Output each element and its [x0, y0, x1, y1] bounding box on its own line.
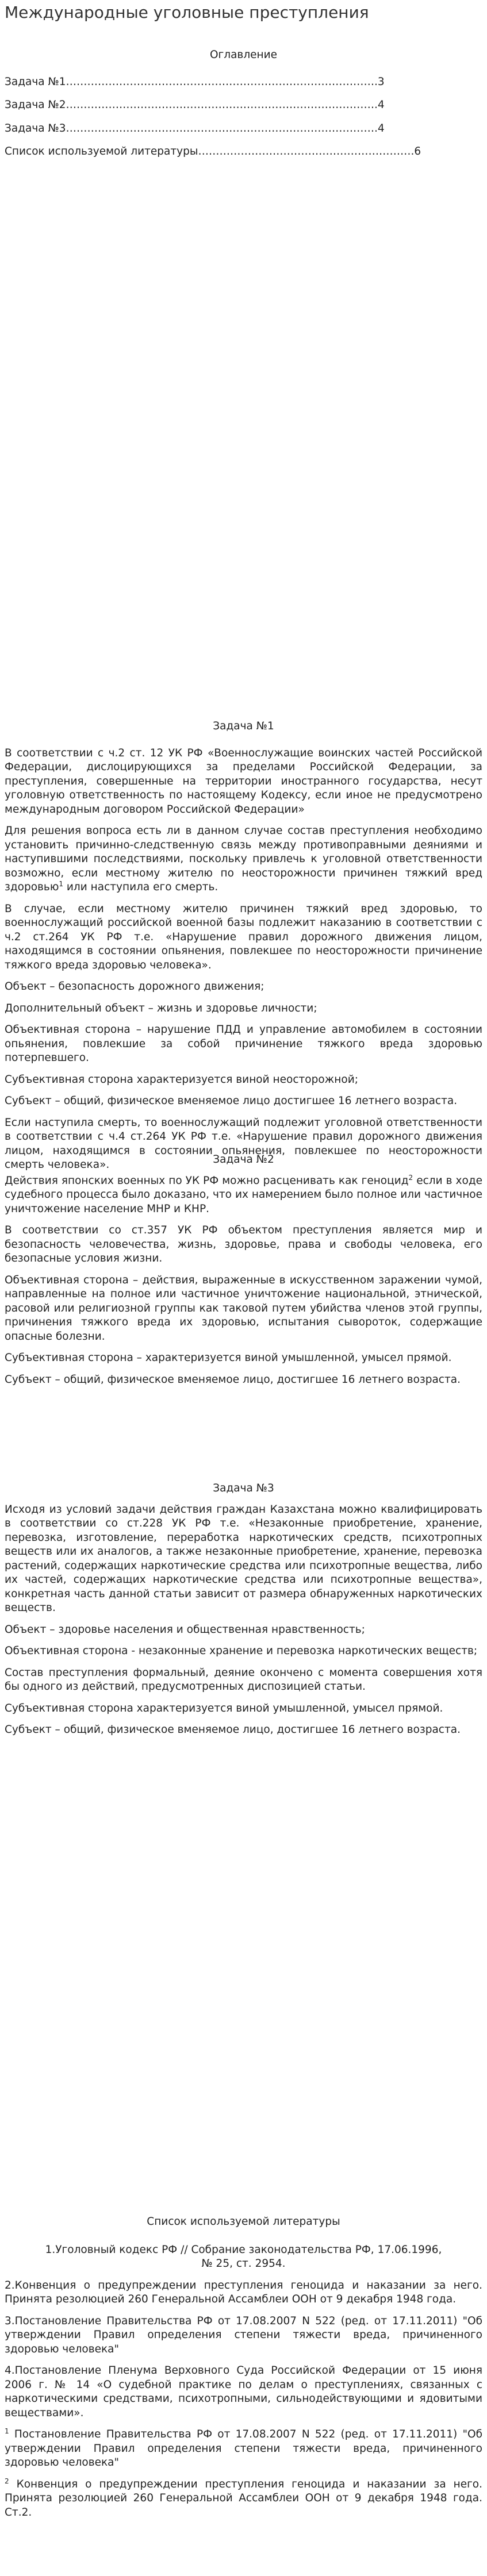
task-1-paragraph: Субъект – общий, физическое вменяемое лицо достигшее 16 летнего возраста. — [5, 1095, 458, 1107]
literature-section — [5, 2215, 482, 2527]
task-3-paragraph: Субъект – общий, физическое вменяемое лицо, достигшее 16 летнего возраста. — [5, 1724, 461, 1736]
toc-item[interactable] — [5, 98, 482, 113]
task-3-section — [5, 1482, 482, 1745]
task-3-paragraph: Состав преступления формальный, деяние окончено с момента совершения хотя бы одного из действий, предусмотренных диспозицией статьи. — [5, 1666, 482, 1693]
task-1-paragraph: Если наступила смерть, то военнослужащий подлежит уголовной ответственности в соответствии с ч.4 ст.264 УК РФ т.е. «Нарушение правил дорожного движения лицом, находящимся в состоянии опьянения, повлекшее по неосторожности смерть человека». — [5, 1116, 482, 1171]
toc-item-label: Задача №2 — [5, 99, 66, 111]
literature-item: 1.Уголовный кодекс РФ // Собрание законодательства РФ, 17.06.1996, № 25, ст. 2954. — [45, 2243, 442, 2270]
task-1-paragraph: В соответствии с ч.2 ст. 12 УК РФ «Военнослужащие воинских частей Российской Федерации, дислоцирующихся за пределами Российской Федерации, за преступления, совершенные на территории иностранного государства, несут уголовную ответственность по настоящему Кодексу, если иное не предусмотрено международным договором Российской Федерации» — [5, 747, 482, 816]
task-2-paragraph: Субъективная сторона – характеризуется виной умышленной, умысел прямой. — [5, 1352, 452, 1364]
footnote-ref[interactable]: 2 — [408, 1173, 413, 1182]
literature-item: 2.Конвенция о предупреждении преступления геноцида и наказании за него. Принята резолюцией 260 Генеральной Ассамблеи ООН от 9 декабря 1948 года. — [5, 2279, 482, 2305]
literature-item: 3.Постановление Правительства РФ от 17.08.2007 N 522 (ред. от 17.11.2011) "Об утверждении Правил определения степени тяжести вреда, причиненного здоровью человека" — [5, 2314, 482, 2355]
toc-item[interactable] — [5, 75, 482, 90]
toc-item-page: 6 — [414, 145, 421, 157]
footnotes — [5, 2428, 482, 2520]
task-1-paragraph: Дополнительный объект – жизнь и здоровье личности; — [5, 1002, 317, 1014]
toc-item-dots: ……………………………………………………………………………. — [66, 99, 378, 111]
task-2-paragraph: В соответствии со ст.357 УК РФ объектом преступления является мир и безопасность человечества, жизнь, здоровье, права и свободы человека, его безопасные условия жизни. — [5, 1224, 482, 1264]
table-of-contents — [5, 48, 482, 168]
task-1-paragraph: Объект – безопасность дорожного движения; — [5, 981, 264, 993]
task-1-paragraph: Для решения вопроса есть ли в данном случае состав преступления необходимо установить причинно-следственную связь между противоправными деяниями и наступившими последствиями, поскольку привлечь к уголовной ответственности возможно, если местному жителю по неосторожности причинен тяжкий вред здоровью$^1$ или наступила его смерть. — [5, 825, 482, 893]
task-1-paragraph: В случае, если местному жителю причинен тяжкий вред здоровью, то военнослужащий российской военной базы подлежит наказанию в соответствии с ч.2 ст.264 УК РФ т.е. «Нарушение правил дорожного движения лицом, находящимся в состоянии опьянения, повлекшее по неосторожности причинение тяжкого вреда здоровью человека». — [5, 902, 482, 971]
task-1-section — [5, 720, 482, 1180]
task-3-heading: Задача №3 — [213, 1482, 274, 1494]
toc-item-label: Список используемой литературы — [5, 145, 198, 157]
task-3-paragraph: Исходя из условий задачи действия граждан Казахстана можно квалифицировать в соответствии со ст.228 УК РФ т.е. «Незаконные приобретение, хранение, перевозка, изготовление, переработка наркотических средств, психотропных веществ или их аналогов, а также незаконные приобретение, хранение, перевозка растений, содержащих наркотические средства или психотропные вещества, либо их частей, содержащих наркотические средства или психотропные вещества», конкретная часть данной статьи зависит от размера обнаруженных наркотических веществ. — [5, 1503, 482, 1614]
task-1-paragraph: Объективная сторона – нарушение ПДД и управление автомобилем в состоянии опьянения, повлекшие за собой причинение тяжкого вреда здоровью потерпевшего. — [5, 1024, 482, 1064]
task-1-paragraph: Субъективная сторона характеризуется виной неосторожной; — [5, 1073, 358, 1086]
footnote-ref[interactable]: 1 — [59, 879, 64, 888]
footnote: $^2$ Конвенция о предупреждении преступления геноцида и наказании за него. Принята резолюцией 260 Генеральной Ассамблеи ООН от 9 декабря 1948 года. Ст.2. — [5, 2477, 482, 2519]
literature-item: 4.Постановление Пленума Верховного Суда Российской Федерации от 15 июня 2006 г. № 14 «О судебной практике по делам о преступлениях, связанных с наркотическими средствами, психотропными, сильнодействующими и ядовитыми веществами». — [5, 2364, 482, 2419]
task-2-heading: Задача №2 — [213, 1154, 274, 1166]
task-2-section — [5, 1153, 482, 1394]
task-3-paragraph: Объект – здоровье населения и общественная нравственность; — [5, 1623, 365, 1636]
toc-item-label: Задача №3 — [5, 122, 66, 134]
task-2-paragraph: Действия японских военных по УК РФ можно расценивать как геноцид$^2$ если в ходе судебного процесса было доказано, что их намерением было полное или частичное уничтожение население МНР и КНР. — [5, 1173, 482, 1215]
page-title: Международные уголовные преступления — [5, 3, 369, 22]
task-1-heading: Задача №1 — [213, 720, 274, 732]
toc-item-page: 4 — [377, 99, 385, 111]
task-3-paragraph: Субъективная сторона характеризуется виной умышленной, умысел прямой. — [5, 1702, 443, 1714]
toc-item-page: 3 — [377, 75, 385, 88]
toc-item[interactable] — [5, 122, 482, 136]
task-2-paragraph: Субъект – общий, физическое вменяемое лицо, достигшее 16 летнего возраста. — [5, 1373, 461, 1386]
toc-item[interactable] — [5, 145, 482, 159]
literature-heading: Список используемой литературы — [147, 2216, 340, 2228]
toc-item-dots: ……………………………………………………………………………. — [66, 75, 378, 88]
toc-item-page: 4 — [377, 122, 385, 134]
task-2-paragraph: Объективная сторона – действия, выраженные в искусственном заражении чумой, направленные на полное или частичное уничтожение национальной, этнической, расовой или религиозной группы как таковой путем убийства членов этой группы, причинения тяжкого вреда их здоровью, испытания сывороток, содержащие опасные болезни. — [5, 1274, 482, 1343]
toc-item-label: Задача №1 — [5, 75, 66, 88]
footnote: $^1$ Постановление Правительства РФ от 17.08.2007 N 522 (ред. от 17.11.2011) "Об утверждении Правил определения степени тяжести вреда, причиненного здоровью человека" — [5, 2427, 482, 2469]
toc-item-dots: ……………………………………………………. — [198, 145, 415, 157]
task-3-paragraph: Объективная сторона - незаконные хранение и перевозка наркотических веществ; — [5, 1645, 478, 1657]
toc-item-dots: ……………………………………………………………………………. — [66, 122, 378, 134]
toc-heading: Оглавление — [209, 49, 278, 61]
